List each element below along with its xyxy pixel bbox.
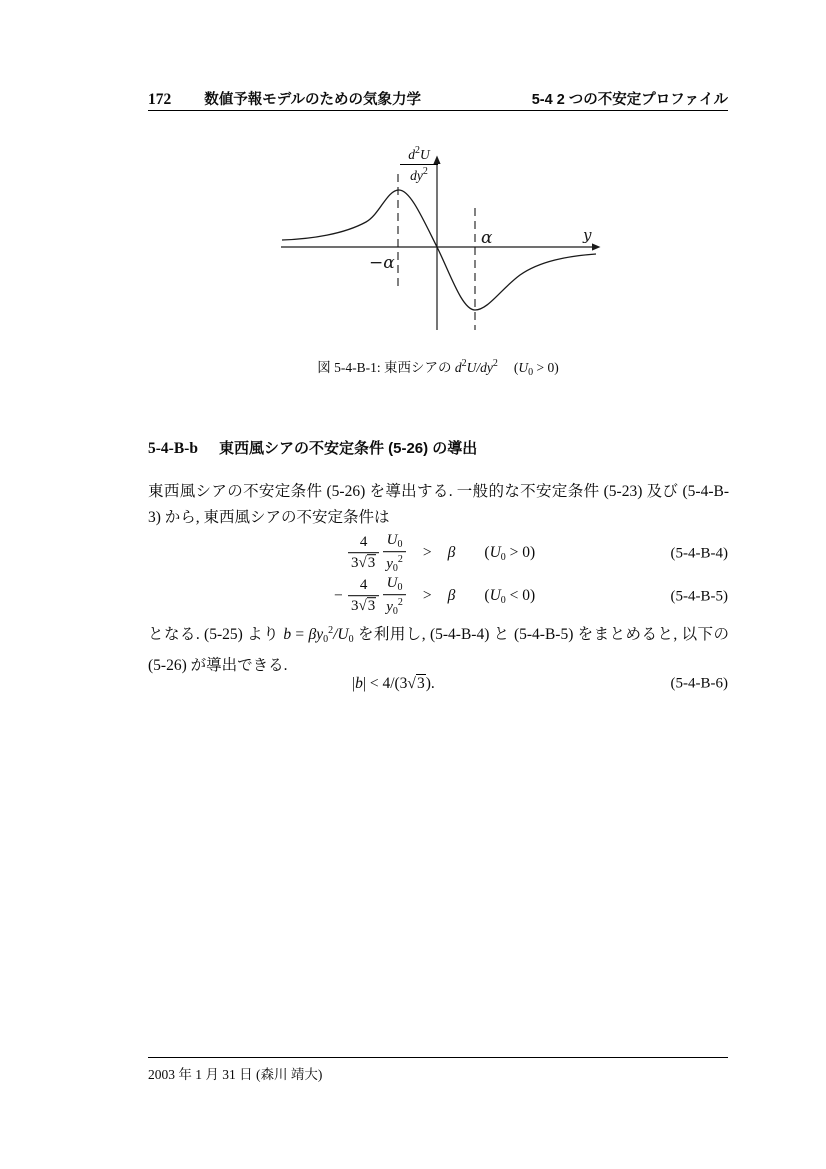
- caption-condition: $(U_0 > 0)$: [513, 360, 559, 378]
- book-title: 数値予報モデルのための気象力学: [204, 92, 422, 108]
- equation-condition: (U0 < 0): [484, 587, 536, 606]
- figure-plot: [280, 144, 602, 344]
- equation-5-4-B-6: [148, 670, 728, 698]
- equation-body: − $\frac{4}{3√3}$ $\frac{U_0}{y_0^2}$ > β (U0 < 0): [334, 574, 536, 618]
- footer-rule: [148, 1057, 728, 1058]
- fraction-u0-y0: $\frac{U_0}{y_0^2}$: [383, 532, 406, 576]
- paragraph-2: となる. (5-25) より $b = \beta y0^2/U0$ を利用し, (5-4-B-4) と (5-4-B-5) をまとめると, 以下の (5-26) が導出できる.: [148, 625, 729, 674]
- section-heading: [148, 437, 477, 458]
- y-axis-fraction-label: $\frac{d^2U}{dy^2}$: [400, 145, 438, 184]
- fraction-coefficient: $\frac{4}{3√3}$: [348, 534, 379, 573]
- label-neg-alpha: −α: [369, 253, 395, 273]
- equation-number: (5-4-B-4): [670, 545, 728, 561]
- equation-body: $\frac{4}{3√3}$ $\frac{U_0}{y_0^2}$ > β (U0 > 0): [334, 532, 535, 576]
- equation-body: |b| < 4/(3√3).: [352, 675, 435, 692]
- curve-d2u-dy2: [282, 190, 596, 310]
- caption-tag: 図 5-4-B-1:: [317, 360, 381, 375]
- equation-5-4-B-5: [148, 574, 728, 619]
- x-axis-arrow-icon: [592, 243, 601, 250]
- equation-number: (5-4-B-6): [670, 675, 728, 692]
- fraction-coefficient: $\frac{4}{3√3}$: [348, 577, 379, 616]
- page-footer: 2003 年 1 月 31 日 (森川 靖大): [148, 1067, 323, 1082]
- section-running-title: 5-4 2 つの不安定プロファイル: [531, 92, 728, 108]
- page-number: 172: [148, 91, 172, 108]
- paragraph-1: 東西風シアの不安定条件 (5-26) を導出する. 一般的な不安定条件 (5-23) 及び (5-4-B-3) から, 東西風シアの不安定条件は: [148, 483, 729, 526]
- figure-5-4-B-1: [280, 144, 602, 344]
- label-pos-alpha: α: [481, 228, 493, 248]
- equation-5-4-B-4: [148, 531, 728, 576]
- page-header: [148, 88, 728, 109]
- header-rule: [148, 110, 728, 111]
- section-number: 5-4-B-b: [148, 440, 198, 457]
- x-axis-label: y: [583, 226, 592, 244]
- equation-condition: (U0 > 0): [484, 544, 536, 563]
- caption-text: 東西シアの: [384, 360, 455, 375]
- section-title: 東西風シアの不安定条件 (5-26) の導出: [218, 440, 478, 457]
- figure-caption: 図 5-4-B-1: 東西シアの $d^2U/dy^2$ $(U_0 > 0)$: [317, 358, 559, 378]
- equation-number: (5-4-B-5): [670, 588, 728, 604]
- fraction-u0-y0: $\frac{U_0}{y_0^2}$: [383, 575, 406, 619]
